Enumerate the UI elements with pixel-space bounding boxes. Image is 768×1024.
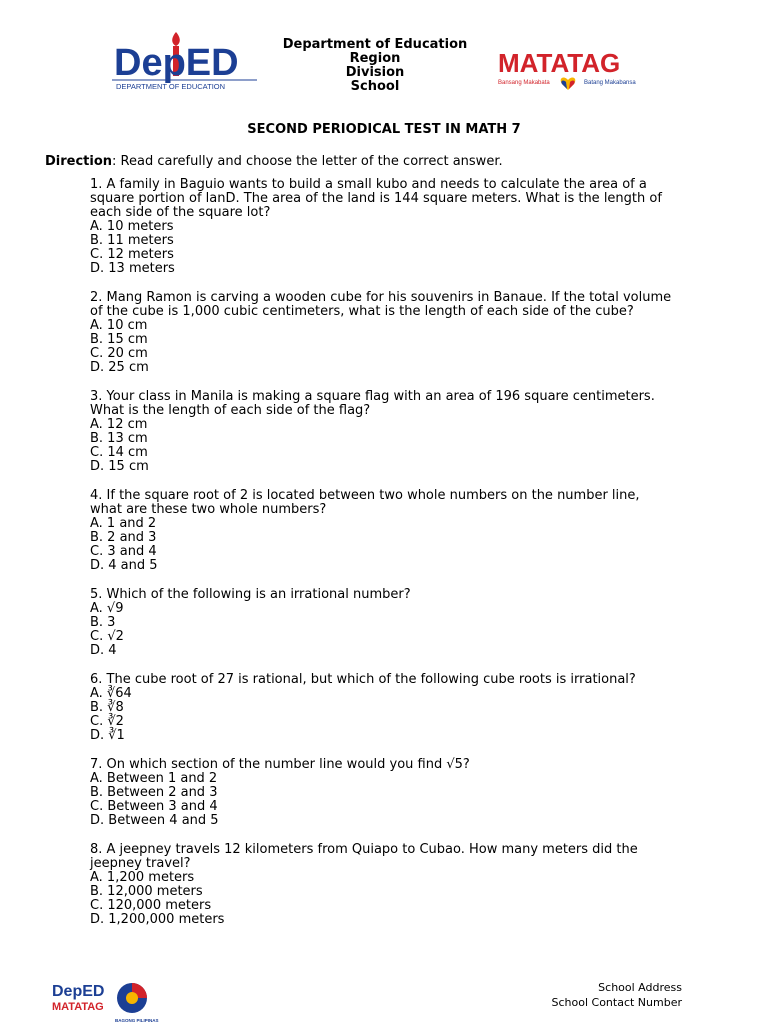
answer-choice: B. 15 cm (90, 332, 148, 347)
answer-choice: D. 15 cm (90, 459, 149, 474)
question-text-line: 8. A jeepney travels 12 kilometers from Quiapo to Cubao. How many meters did the (90, 842, 638, 857)
answer-choice: C. 3 and 4 (90, 544, 157, 559)
question-1 (90, 178, 710, 276)
answer-choice: B. 12,000 meters (90, 884, 203, 899)
answer-choice: D. 13 meters (90, 261, 175, 276)
answer-choice: C. ∛2 (90, 714, 124, 729)
answer-choice: C. 12 meters (90, 247, 174, 262)
answer-choice: A. Between 1 and 2 (90, 771, 218, 786)
answer-choice: D. 4 (90, 643, 117, 658)
answer-choice: A. 1 and 2 (90, 516, 157, 531)
question-4 (90, 489, 710, 573)
answer-choice: C. √2 (90, 629, 124, 644)
answer-choice: B. ∛8 (90, 700, 124, 715)
test-title: SECOND PERIODICAL TEST IN MATH 7 (247, 122, 521, 137)
heart-icon (561, 77, 576, 90)
answer-choice: D. 25 cm (90, 360, 149, 375)
question-7 (90, 758, 710, 828)
answer-choice: A. 10 cm (90, 318, 148, 333)
answer-choice: A. 1,200 meters (90, 870, 195, 885)
footer-matatag-logo: MATATAG (52, 1001, 104, 1013)
footer-bagong-pilipinas: BAGONG PILIPINAS (115, 1018, 159, 1023)
document-header (0, 0, 768, 110)
question-3 (90, 390, 710, 474)
question-text-line: of the cube is 1,000 cubic centimeters, what is the length of each side of the cube? (90, 304, 634, 319)
direction-text: : Read carefully and choose the letter of the correct answer. (112, 154, 503, 169)
answer-choice: B. 13 cm (90, 431, 148, 446)
direction-label: Direction (45, 154, 113, 169)
matatag-logo-text: MATATAG (498, 48, 621, 78)
answer-choice: D. ∛1 (90, 728, 125, 743)
question-text-line: 3. Your class in Manila is making a square flag with an area of 196 square centimeters. (90, 389, 655, 404)
question-text-line: 2. Mang Ramon is carving a wooden cube for his souvenirs in Banaue. If the total volume (90, 290, 672, 305)
question-list (90, 178, 710, 942)
answer-choice: D. 1,200,000 meters (90, 912, 225, 927)
header-region: Region (349, 51, 401, 66)
question-text-line: What is the length of each side of the flag? (90, 403, 371, 418)
answer-choice: B. 2 and 3 (90, 530, 157, 545)
footer-logos (50, 978, 160, 1024)
answer-choice: D. 4 and 5 (90, 558, 158, 573)
bagong-pilipinas-seal-icon (117, 983, 147, 1013)
answer-choice: A. 10 meters (90, 219, 174, 234)
answer-choice: B. 11 meters (90, 233, 174, 248)
deped-logo-subtext: DEPARTMENT OF EDUCATION (116, 82, 226, 91)
matatag-logo (496, 48, 656, 98)
answer-choice: B. Between 2 and 3 (90, 785, 218, 800)
question-text-line: what are these two whole numbers? (90, 502, 327, 517)
question-text-line: 4. If the square root of 2 is located between two whole numbers on the number line, (90, 488, 640, 503)
question-text-line: each side of the square lot? (90, 205, 271, 220)
header-school: School (350, 79, 400, 94)
question-text-line: jeepney travel? (90, 856, 191, 871)
question-6 (90, 673, 710, 743)
footer-contact (552, 980, 683, 1010)
matatag-sub-left: Bansang Makabata (498, 80, 550, 86)
answer-choice: C. Between 3 and 4 (90, 799, 218, 814)
matatag-sub-right: Batang Makabansa (584, 80, 636, 86)
answer-choice: D. Between 4 and 5 (90, 813, 219, 828)
question-text-line: square portion of lanD. The area of the land is 144 square meters. What is the length of (90, 191, 662, 206)
answer-choice: A. √9 (90, 601, 124, 616)
footer-deped-logo: DepED (52, 983, 105, 1000)
question-text-line: 7. On which section of the number line would you find √5? (90, 757, 470, 772)
question-text-line: 6. The cube root of 27 is rational, but which of the following cube roots is irrational? (90, 672, 636, 687)
answer-choice: A. ∛64 (90, 686, 132, 701)
header-office-lines (240, 38, 510, 94)
answer-choice: B. 3 (90, 615, 116, 630)
header-division: Division (345, 65, 405, 80)
answer-choice: A. 12 cm (90, 417, 148, 432)
answer-choice: C. 20 cm (90, 346, 148, 361)
footer-school-address: School Address (598, 981, 682, 994)
header-department: Department of Education (282, 37, 468, 52)
question-5 (90, 588, 710, 658)
answer-choice: C. 120,000 meters (90, 898, 212, 913)
question-2 (90, 291, 710, 375)
question-8 (90, 843, 710, 927)
footer-contact-number: School Contact Number (551, 996, 682, 1009)
answer-choice: C. 14 cm (90, 445, 148, 460)
deped-logo-text: DepED (114, 42, 239, 84)
deped-logo (112, 30, 257, 92)
document-footer (0, 970, 768, 1024)
direction-line (45, 154, 503, 169)
question-text-line: 1. A family in Baguio wants to build a small kubo and needs to calculate the area of a (90, 177, 647, 192)
question-text-line: 5. Which of the following is an irrational number? (90, 587, 411, 602)
